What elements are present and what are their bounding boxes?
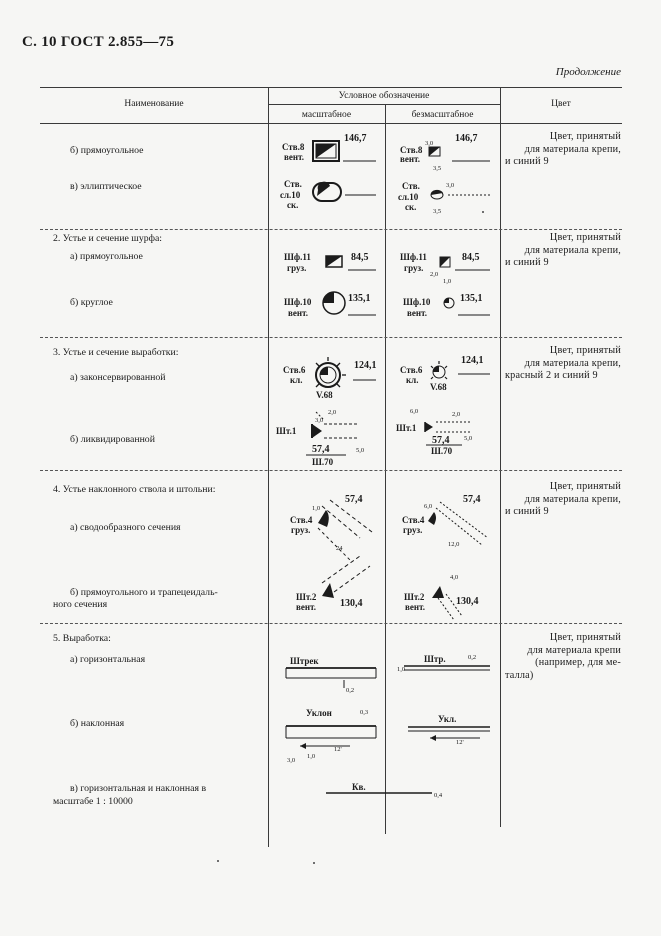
svg-text:57,4: 57,4 bbox=[463, 494, 481, 505]
svg-text:130,4: 130,4 bbox=[456, 596, 479, 607]
row-name: в) горизонтальная и наклонная в bbox=[70, 783, 207, 794]
svg-text:84,5: 84,5 bbox=[462, 252, 480, 263]
svg-text:Шт.1: Шт.1 bbox=[276, 426, 297, 436]
rect-shaft-unscaled-symbol bbox=[400, 133, 490, 172]
row-name: масштабе 1 : 10000 bbox=[53, 796, 133, 807]
horizontal-drift-scaled-symbol bbox=[286, 656, 376, 694]
svg-text:Шт.2: Шт.2 bbox=[404, 592, 425, 602]
svg-text:135,1: 135,1 bbox=[460, 293, 483, 304]
svg-text:Шф.11: Шф.11 bbox=[284, 252, 311, 262]
svg-text:2,0: 2,0 bbox=[430, 271, 439, 278]
svg-text:0,2: 0,2 bbox=[468, 654, 477, 661]
svg-text:1,0: 1,0 bbox=[443, 278, 452, 285]
row-name: 5. Выработка: bbox=[53, 633, 111, 644]
svg-text:3,5: 3,5 bbox=[433, 208, 442, 215]
svg-text:12': 12' bbox=[334, 746, 342, 753]
svg-text:Ств.8: Ств.8 bbox=[400, 145, 423, 155]
svg-text:6,0: 6,0 bbox=[410, 408, 419, 415]
svg-text:вент.: вент. bbox=[288, 308, 309, 318]
row-name: б) наклонная bbox=[70, 718, 125, 729]
inclined-shaft-vaulted-unscaled-symbol bbox=[402, 494, 488, 548]
row-name: 2. Устье и сечение шурфа: bbox=[53, 233, 163, 244]
horizontal-drift-unscaled-symbol bbox=[397, 654, 490, 673]
scan-speck bbox=[482, 211, 484, 213]
header-unscaled: безмасштабное bbox=[411, 110, 474, 120]
svg-text:кл.: кл. bbox=[290, 375, 303, 385]
svg-text:1,0: 1,0 bbox=[307, 753, 316, 760]
svg-text:Ств.: Ств. bbox=[402, 181, 420, 191]
svg-text:2,0: 2,0 bbox=[328, 409, 337, 416]
svg-text:вент.: вент. bbox=[405, 602, 426, 612]
header-name: Наименование bbox=[124, 99, 184, 109]
liquidated-working-unscaled-symbol bbox=[396, 408, 472, 456]
inclined-shaft-rect-unscaled-symbol bbox=[404, 574, 479, 620]
svg-text:5,0: 5,0 bbox=[464, 435, 473, 442]
color-cell: Цвет, принятый для материала крепи (например, для ме- талла) bbox=[505, 632, 621, 681]
ellipse-shaft-unscaled-symbol bbox=[398, 181, 490, 215]
continuation-note: Продолжение bbox=[555, 66, 621, 78]
row-name: 4. Устье наклонного ствола и штольни: bbox=[53, 484, 216, 495]
svg-text:5,0: 5,0 bbox=[356, 447, 365, 454]
svg-text:0,3: 0,3 bbox=[360, 709, 369, 716]
color-cell: Цвет, принятый для материала крепи, и синий 9 bbox=[505, 481, 621, 517]
inclined-shaft-vaulted-scaled-symbol bbox=[290, 494, 372, 560]
scan-speck bbox=[313, 862, 315, 864]
rect-pit-unscaled-symbol bbox=[400, 252, 490, 285]
row-name: б) прямоугольное bbox=[70, 145, 144, 156]
svg-text:130,4: 130,4 bbox=[340, 598, 363, 609]
svg-text:Шф.10: Шф.10 bbox=[284, 297, 312, 307]
svg-text:3,0: 3,0 bbox=[446, 182, 455, 189]
round-pit-scaled-symbol bbox=[284, 292, 376, 318]
svg-text:Ств.4: Ств.4 bbox=[290, 515, 313, 525]
svg-text:Ств.4: Ств.4 bbox=[402, 515, 425, 525]
svg-text:1,0: 1,0 bbox=[312, 505, 321, 512]
round-pit-unscaled-symbol bbox=[403, 293, 490, 318]
svg-text:груз.: груз. bbox=[291, 525, 311, 535]
svg-text:124,1: 124,1 bbox=[461, 355, 484, 366]
svg-text:сл.10: сл.10 bbox=[398, 192, 419, 202]
svg-text:3,0: 3,0 bbox=[315, 417, 324, 424]
rect-pit-scaled-symbol bbox=[284, 252, 376, 273]
svg-text:1,0: 1,0 bbox=[397, 666, 406, 673]
svg-text:Ств.6: Ств.6 bbox=[283, 365, 306, 375]
row-name: в) эллиптическое bbox=[70, 181, 142, 192]
svg-text:3,0: 3,0 bbox=[425, 140, 434, 147]
svg-text:146,7: 146,7 bbox=[455, 133, 478, 144]
incline-unscaled-symbol bbox=[408, 714, 490, 746]
header-scaled: масштабное bbox=[301, 110, 352, 120]
svg-text:груз.: груз. bbox=[287, 263, 307, 273]
scan-speck bbox=[217, 860, 219, 862]
svg-text:груз.: груз. bbox=[403, 525, 423, 535]
svg-text:0,4: 0,4 bbox=[434, 792, 443, 799]
svg-text:V.68: V.68 bbox=[316, 390, 333, 400]
svg-text:12,0: 12,0 bbox=[448, 541, 460, 548]
svg-text:V.68: V.68 bbox=[430, 382, 447, 392]
svg-text:4,0: 4,0 bbox=[450, 574, 459, 581]
row-name: а) законсервированной bbox=[70, 372, 166, 383]
svg-text:Уклон: Уклон bbox=[306, 708, 332, 718]
svg-text:57,4: 57,4 bbox=[345, 494, 363, 505]
svg-text:Ств.6: Ств.6 bbox=[400, 365, 423, 375]
svg-text:вент.: вент. bbox=[296, 602, 317, 612]
conserved-working-unscaled-symbol bbox=[400, 355, 490, 392]
svg-text:Штр.: Штр. bbox=[424, 654, 446, 664]
row-name: а) прямоугольное bbox=[70, 251, 143, 262]
row-name: а) сводообразного сечения bbox=[70, 522, 181, 533]
svg-text:Ш.70: Ш.70 bbox=[431, 446, 453, 456]
row-name: б) круглое bbox=[70, 297, 113, 308]
liquidated-working-scaled-symbol bbox=[276, 409, 364, 467]
svg-text:Штрек: Штрек bbox=[290, 656, 319, 666]
svg-text:146,7: 146,7 bbox=[344, 133, 367, 144]
svg-text:Шф.10: Шф.10 bbox=[403, 297, 431, 307]
svg-text:3,5: 3,5 bbox=[433, 165, 442, 172]
header-symbol: Условное обозначение bbox=[338, 91, 430, 101]
svg-text:0,2: 0,2 bbox=[346, 687, 355, 694]
svg-text:57,4: 57,4 bbox=[432, 435, 450, 446]
svg-text:вент.: вент. bbox=[400, 154, 421, 164]
incline-scaled-symbol bbox=[286, 708, 376, 764]
svg-text:57,4: 57,4 bbox=[312, 444, 330, 455]
svg-text:2,0: 2,0 bbox=[452, 411, 461, 418]
svg-text:6,0: 6,0 bbox=[424, 503, 433, 510]
row-name: б) прямоугольного и трапецеидаль- bbox=[70, 587, 218, 598]
svg-text:Ств.8: Ств.8 bbox=[282, 142, 305, 152]
color-cell: Цвет, принятый для материала крепи, красный 2 и синий 9 bbox=[505, 345, 621, 381]
color-cell: Цвет, принятый для материала крепи, и синий 9 bbox=[505, 131, 621, 167]
svg-text:Ш.70: Ш.70 bbox=[312, 457, 334, 467]
svg-text:сл.10: сл.10 bbox=[280, 190, 301, 200]
svg-text:кл.: кл. bbox=[406, 375, 419, 385]
svg-text:вент.: вент. bbox=[284, 152, 305, 162]
svg-text:груз.: груз. bbox=[404, 263, 424, 273]
row-name: а) горизонтальная bbox=[70, 654, 146, 665]
svg-text:24: 24 bbox=[336, 545, 343, 552]
svg-text:3,0: 3,0 bbox=[287, 757, 296, 764]
rect-shaft-scaled-symbol bbox=[282, 133, 376, 162]
svg-text:Шт.2: Шт.2 bbox=[296, 592, 317, 602]
svg-text:Ств.: Ств. bbox=[284, 179, 302, 189]
svg-text:Укл.: Укл. bbox=[438, 714, 457, 724]
conserved-working-scaled-symbol bbox=[283, 357, 377, 400]
svg-text:вент.: вент. bbox=[407, 308, 428, 318]
svg-text:ск.: ск. bbox=[405, 202, 417, 212]
svg-text:Кв.: Кв. bbox=[352, 782, 366, 792]
svg-text:Шт.1: Шт.1 bbox=[396, 423, 417, 433]
color-cell: Цвет, принятый для материала крепи, и синий 9 bbox=[505, 232, 621, 268]
row-name: б) ликвидированной bbox=[70, 434, 155, 445]
header-color: Цвет bbox=[551, 99, 571, 109]
inclined-shaft-rect-scaled-symbol bbox=[296, 556, 370, 612]
row-name: ного сечения bbox=[53, 599, 108, 610]
ellipse-shaft-scaled-symbol bbox=[280, 179, 376, 210]
svg-text:124,1: 124,1 bbox=[354, 360, 377, 371]
svg-text:Шф.11: Шф.11 bbox=[400, 252, 427, 262]
svg-text:12': 12' bbox=[456, 739, 464, 746]
svg-text:84,5: 84,5 bbox=[351, 252, 369, 263]
svg-text:135,1: 135,1 bbox=[348, 293, 371, 304]
row-name: 3. Устье и сечение выработки: bbox=[53, 347, 179, 358]
page-title: С. 10 ГОСТ 2.855—75 bbox=[22, 34, 175, 50]
svg-text:ск.: ск. bbox=[287, 200, 299, 210]
scale-10000-symbol bbox=[326, 782, 443, 799]
